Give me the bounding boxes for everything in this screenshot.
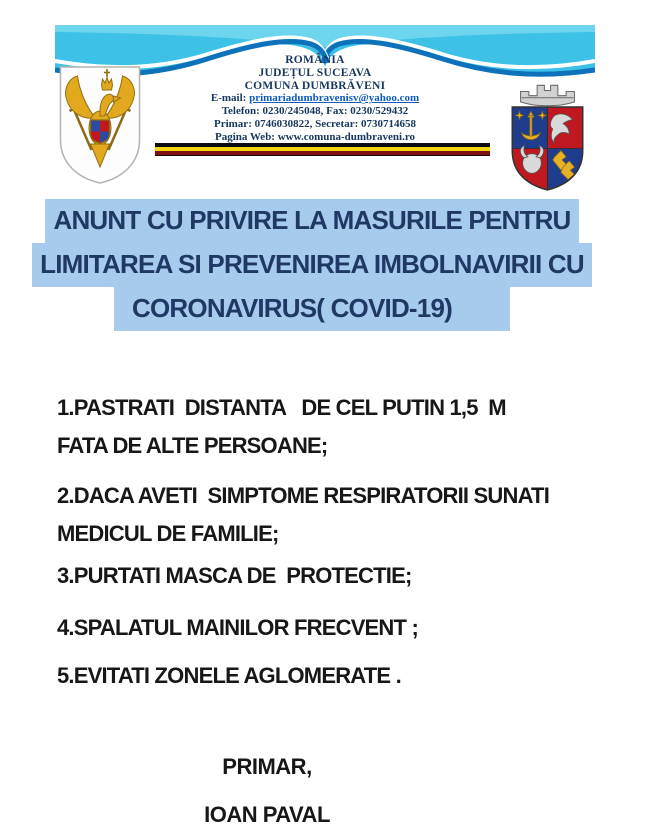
measure-3-line-1: 3.PURTATI MASCA DE PROTECTIE;: [57, 563, 412, 588]
signature-role: PRIMAR,: [222, 754, 312, 779]
romanian-flag-stripe: [155, 143, 490, 156]
letterhead-text: [145, 54, 485, 144]
title-row-2: [0, 243, 624, 287]
commune-name: COMUNA DUMBRĂVENI: [244, 79, 386, 92]
measure-2-line-2: MEDICUL DE FAMILIE;: [57, 521, 279, 546]
email-line: [145, 92, 485, 105]
announcement-title: [0, 199, 624, 331]
commune-coat-of-arms-icon: [505, 76, 590, 192]
romania-coat-of-arms-icon: [57, 64, 143, 186]
measure-4-line-1: 4.SPALATUL MAINILOR FRECVENT ;: [57, 615, 419, 640]
signature-name: IOAN PAVAL: [204, 802, 330, 827]
phone-fax-line: Telefon: 0230/245048, Fax: 0230/529432: [221, 105, 409, 118]
email-link[interactable]: primariadumbravenisv@yahoo.com: [249, 92, 420, 105]
county-name: JUDEȚUL SUCEAVA: [258, 66, 372, 79]
country-name: ROMÂNIA: [285, 54, 345, 66]
email-label: E-mail:: [210, 92, 250, 105]
signature-block: [57, 754, 477, 834]
title-row-1: [0, 199, 624, 243]
letterhead: [55, 25, 595, 193]
measure-1-line-1: 1.PASTRATI DISTANTA DE CEL PUTIN 1,5 M: [57, 395, 506, 420]
officials-line: Primar: 0746030822, Secretar: 0730714658: [213, 117, 417, 130]
web-line: Pagina Web: www.comuna-dumbraveni.ro: [214, 130, 416, 143]
measure-item-2: [57, 477, 549, 553]
measure-item-1: [57, 389, 506, 465]
measure-2-line-1: 2.DACA AVETI SIMPTOME RESPIRATORII SUNATI: [57, 483, 550, 508]
title-line-2: LIMITAREA SI PREVENIREA IMBOLNAVIRII CU: [32, 243, 592, 287]
measure-5-line-1: 5.EVITATI ZONELE AGLOMERATE .: [57, 663, 401, 688]
title-line-3: CORONAVIRUS( COVID-19): [114, 287, 510, 331]
measure-item-4: [57, 609, 418, 647]
flag-band-red: [155, 151, 490, 155]
title-line-1: ANUNT CU PRIVIRE LA MASURILE PENTRU: [45, 199, 578, 243]
measure-1-line-2: FATA DE ALTE PERSOANE;: [57, 433, 328, 458]
measure-item-5: [57, 657, 401, 695]
title-row-3: [0, 287, 624, 331]
measure-item-3: [57, 557, 412, 595]
